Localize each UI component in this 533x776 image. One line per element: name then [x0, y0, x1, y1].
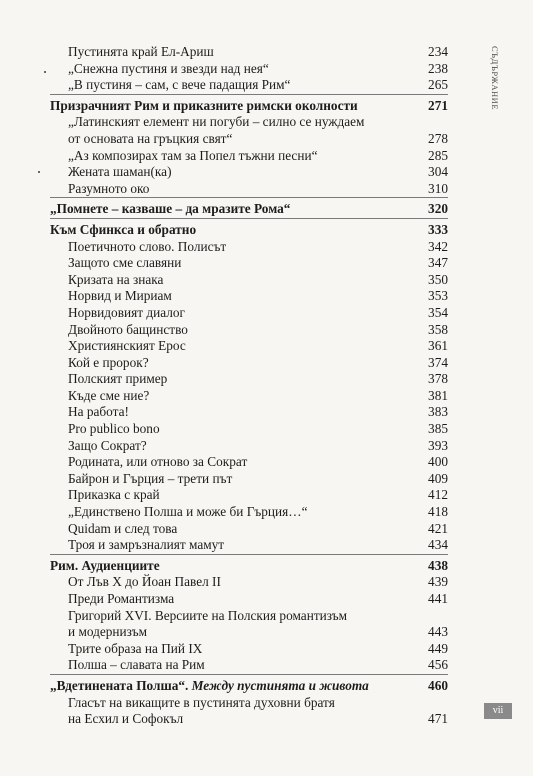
toc-entry-title-text: Приказка с край	[68, 487, 160, 503]
toc-entry-page: 378	[428, 371, 448, 387]
toc-entry-title-text: Към Сфинкса и обратно	[50, 221, 197, 237]
toc-entry-page: 234	[428, 44, 448, 59]
toc-entry-page: 358	[428, 321, 448, 337]
toc-entry-title-text: Разумното око	[68, 180, 150, 196]
toc-entry-title	[50, 388, 408, 405]
toc-entry	[50, 537, 448, 554]
toc-entry	[50, 61, 448, 78]
toc-entry-page: 285	[428, 147, 448, 163]
toc-entry-page: 438	[428, 557, 448, 573]
toc-entry-title-text: Байрон и Гърция – трети път	[68, 470, 233, 486]
toc-entry	[50, 695, 448, 712]
toc-entry-title-text: Християнският Ерос	[68, 338, 186, 354]
toc-entry	[50, 355, 448, 372]
toc-section-heading	[50, 222, 448, 239]
toc-entry-page: 320	[428, 201, 448, 217]
toc-entry-title	[50, 574, 408, 591]
toc-entry-page: 456	[428, 657, 448, 673]
toc-entry-title	[50, 487, 408, 504]
toc-entry	[50, 44, 448, 61]
toc-entry-page: 278	[428, 130, 448, 146]
toc-entry-page: 449	[428, 640, 448, 656]
toc-entry-title	[50, 44, 408, 61]
toc-entry-title	[50, 288, 408, 305]
toc-entry-title-text: Преди Романтизма	[68, 591, 175, 606]
toc-entry-page: 409	[428, 470, 448, 486]
toc-entry-title-text: Quidam и след това	[68, 520, 178, 536]
toc-entry-title	[50, 624, 408, 641]
toc-entry	[50, 272, 448, 289]
toc-entry-page: 443	[428, 624, 448, 640]
toc-entry	[50, 711, 448, 728]
toc-entry-title-text: „Единствено Полша и може би Гърция…“	[68, 504, 308, 520]
toc-entry-page: 350	[428, 271, 448, 287]
toc-section-heading	[50, 201, 448, 218]
section-divider	[50, 554, 448, 555]
toc-entry-page: 238	[428, 60, 448, 76]
toc-entry-title	[50, 77, 408, 94]
toc-entry-title-text: „Аз композирах там за Попел тъжни песни“	[68, 147, 318, 163]
toc-entry-title	[50, 239, 408, 256]
toc-entry-title-text: и модернизъм	[68, 624, 147, 640]
toc-entry-page: 265	[428, 77, 448, 93]
toc-entry-title	[50, 272, 408, 289]
toc-entry-page: 354	[428, 304, 448, 320]
toc-entry	[50, 487, 448, 504]
table-of-contents	[50, 44, 448, 728]
toc-entry-title	[50, 657, 408, 674]
toc-entry-page: 434	[428, 537, 448, 553]
toc-entry-title-text: Рим. Аудиенциите	[50, 557, 160, 573]
toc-entry	[50, 591, 448, 608]
toc-entry-page: 460	[428, 677, 448, 693]
toc-entry-title-text: Норвидовият диалог	[68, 304, 185, 320]
running-header: СЪДЪРЖАНИЕ	[490, 46, 500, 111]
toc-entry-title	[50, 711, 408, 728]
toc-entry-title-text: Поетичното слово. Полисът	[68, 238, 227, 254]
toc-entry	[50, 114, 448, 131]
toc-entry-title-text: Трите образа на Пий IX	[68, 640, 203, 656]
toc-entry-title	[50, 591, 408, 608]
toc-entry-title	[50, 608, 408, 625]
toc-entry-title	[50, 338, 408, 355]
toc-entry-title	[50, 201, 408, 218]
toc-entry-title-text: Гласът на викащите в пустинята духовни братя	[68, 694, 335, 710]
toc-entry	[50, 371, 448, 388]
toc-entry-page: 361	[428, 338, 448, 354]
toc-entry-page: 412	[428, 487, 448, 503]
toc-entry	[50, 131, 448, 148]
toc-entry-title-text: Призрачният Рим и приказните римски околности	[50, 97, 358, 113]
toc-entry	[50, 164, 448, 181]
toc-entry-title-text: Норвид и Мириам	[68, 288, 172, 304]
toc-entry-title	[50, 678, 408, 695]
toc-entry-title	[50, 695, 408, 712]
toc-entry	[50, 521, 448, 538]
toc-entry-title-text: Жената шаман(ка)	[68, 164, 172, 180]
toc-entry-page: 353	[428, 288, 448, 304]
toc-entry	[50, 454, 448, 471]
toc-entry-title-text: От Лъв X до Йоан Павел II	[68, 574, 221, 590]
toc-entry-page: 471	[428, 711, 448, 727]
toc-entry	[50, 388, 448, 405]
toc-entry-title	[50, 438, 408, 455]
toc-entry-title-text: Григорий XVI. Версиите на Полския романтизъм	[68, 607, 348, 623]
toc-entry-page: 333	[428, 221, 448, 237]
section-divider	[50, 218, 448, 219]
margin-mark	[38, 171, 40, 173]
toc-entry-title-text: Кризата на знака	[68, 271, 164, 287]
toc-entry-title-text: Родината, или отново за Сократ	[68, 454, 248, 470]
toc-entry-title	[50, 454, 408, 471]
toc-entry	[50, 657, 448, 674]
toc-entry-title	[50, 114, 408, 131]
toc-entry-title-text: Защо Сократ?	[68, 437, 147, 453]
toc-section-heading	[50, 678, 448, 695]
toc-entry-page: 271	[428, 97, 448, 113]
toc-entry-title	[50, 558, 408, 575]
toc-entry-page: 400	[428, 454, 448, 470]
toc-entry-page: 421	[428, 520, 448, 536]
toc-entry-title	[50, 98, 408, 115]
toc-entry-page: 374	[428, 354, 448, 370]
toc-entry-title	[50, 322, 408, 339]
toc-entry-title-text: от основата на гръцкия свят“	[68, 130, 233, 146]
toc-entry-title-text: Кой е пророк?	[68, 354, 149, 370]
toc-entry-page: 393	[428, 437, 448, 453]
toc-entry-title	[50, 148, 408, 165]
toc-entry	[50, 338, 448, 355]
toc-entry-title-text: Полският пример	[68, 371, 168, 387]
toc-entry	[50, 574, 448, 591]
toc-entry-page: 304	[428, 164, 448, 180]
toc-entry-page: 439	[428, 574, 448, 590]
toc-entry-title	[50, 421, 408, 438]
toc-entry-title-text: „Снежна пустиня и звезди над нея“	[68, 60, 269, 76]
toc-entry	[50, 421, 448, 438]
section-divider	[50, 197, 448, 198]
toc-entry-title	[50, 371, 408, 388]
toc-entry-title-text: Двойното бащинство	[68, 321, 188, 337]
margin-mark	[44, 71, 46, 73]
toc-entry-title-text: „В пустиня – сам, с вече падащия Рим“	[68, 77, 291, 93]
toc-entry-title	[50, 521, 408, 538]
toc-entry-title-text: „Помнете – казваше – да мразите Рома“	[50, 201, 291, 217]
toc-entry	[50, 404, 448, 421]
toc-entry-title-text: Защото сме славяни	[68, 255, 182, 271]
toc-entry	[50, 255, 448, 272]
toc-entry	[50, 624, 448, 641]
toc-entry-title-text: „Латинският елемент ни погуби – силно се нуждаем	[68, 114, 365, 130]
toc-entry-title-text: Троя и замръзналият мамут	[68, 537, 225, 553]
toc-entry-page: 441	[428, 591, 448, 606]
toc-entry-title	[50, 255, 408, 272]
toc-entry	[50, 288, 448, 305]
toc-entry-page: 418	[428, 504, 448, 520]
toc-entry-page: 342	[428, 238, 448, 254]
page-number: vii	[484, 703, 512, 719]
section-divider	[50, 94, 448, 95]
toc-entry-title	[50, 181, 408, 198]
toc-entry-page: 347	[428, 255, 448, 271]
toc-entry-page: 381	[428, 387, 448, 403]
toc-entry-title	[50, 641, 408, 658]
section-divider	[50, 674, 448, 675]
toc-entry-page: 385	[428, 421, 448, 437]
toc-entry-title-text: Къде сме ние?	[68, 387, 150, 403]
toc-entry-title	[50, 164, 408, 181]
toc-section-heading	[50, 558, 448, 575]
toc-entry-title	[50, 222, 408, 239]
toc-entry-page: 383	[428, 404, 448, 420]
toc-entry-title-text: Пустинята край Ел-Ариш	[68, 44, 214, 59]
toc-entry	[50, 641, 448, 658]
toc-entry	[50, 322, 448, 339]
toc-section-heading	[50, 98, 448, 115]
toc-entry-title	[50, 131, 408, 148]
toc-entry-title-text: Полша – славата на Рим	[68, 657, 205, 673]
toc-entry	[50, 239, 448, 256]
toc-entry	[50, 504, 448, 521]
toc-entry-page: 310	[428, 180, 448, 196]
toc-entry	[50, 471, 448, 488]
toc-entry-title-text: Pro publico bono	[68, 421, 160, 437]
toc-entry-title	[50, 471, 408, 488]
toc-entry-title	[50, 305, 408, 322]
toc-entry	[50, 148, 448, 165]
toc-entry-title	[50, 537, 408, 554]
toc-entry-title	[50, 404, 408, 421]
toc-entry-title-italic: Между пустинята и живота	[188, 677, 369, 693]
toc-entry-title	[50, 355, 408, 372]
toc-entry	[50, 438, 448, 455]
toc-entry	[50, 305, 448, 322]
toc-entry	[50, 181, 448, 198]
toc-entry-title	[50, 61, 408, 78]
toc-entry-title	[50, 504, 408, 521]
toc-entry-title-text: на Есхил и Софокъл	[68, 711, 184, 727]
toc-entry-title-text: „Вдетинената Полша“.	[50, 677, 189, 693]
toc-entry	[50, 77, 448, 94]
toc-entry	[50, 608, 448, 625]
toc-entry-title-text: На работа!	[68, 404, 129, 420]
